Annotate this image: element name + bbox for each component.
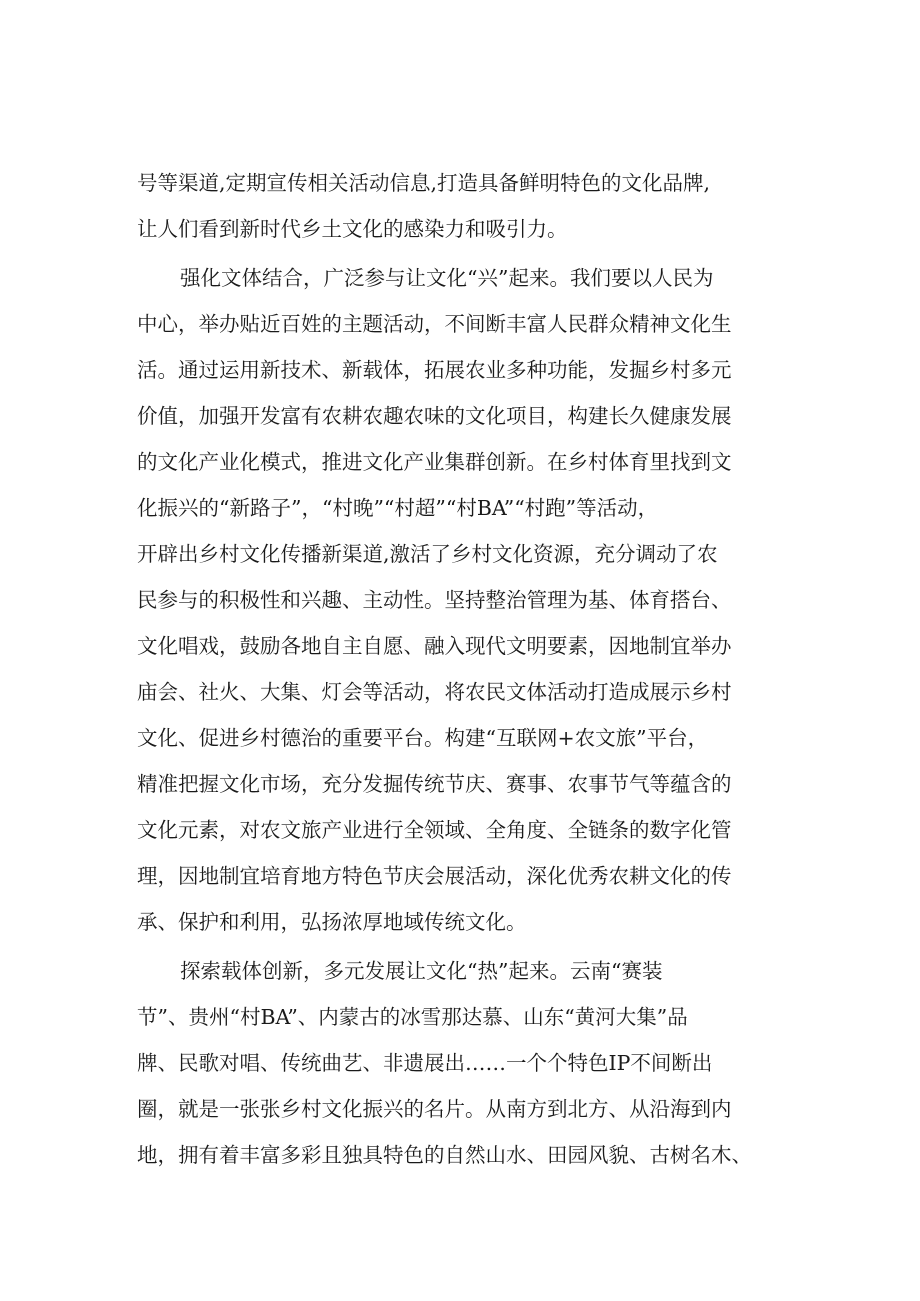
paragraph-2-line-9: 文化唱戏，鼓励各地自主自愿、融入现代文明要素，因地制宜举办 <box>137 634 732 658</box>
paragraph-2-line-10: 庙会、社火、大集、灯会等活动，将农民文体活动打造成展示乡村 <box>137 680 732 704</box>
paragraph-2-line-8: 民参与的积极性和兴趣、主动性。坚持整治管理为基、体育搭台、 <box>137 588 732 612</box>
paragraph-1-line-1: 号等渠道,定期宣传相关活动信息,打造具备鲜明特色的文化品牌, <box>137 171 711 195</box>
paragraph-2-line-12: 精准把握文化市场，充分发掘传统节庆、赛事、农事节气等蕴含的 <box>137 772 732 796</box>
paragraph-2-line-15: 承、保护和利用，弘扬浓厚地域传统文化。 <box>137 910 527 934</box>
paragraph-3-line-1: 探索载体创新，多元发展让文化“热”起来。云南“赛装 <box>180 959 663 983</box>
paragraph-2-line-11: 文化、促进乡村德治的重要平台。构建“互联网+农文旅”平台， <box>137 726 709 750</box>
paragraph-1-line-2: 让人们看到新时代乡土文化的感染力和吸引力。 <box>137 217 568 241</box>
paragraph-2-line-14: 理，因地制宜培育地方特色节庆会展活动，深化优秀农耕文化的传 <box>137 864 732 888</box>
paragraph-2-line-13: 文化元素，对农文旅产业进行全领域、全角度、全链条的数字化管 <box>137 818 732 842</box>
paragraph-2-line-3: 活。通过运用新技术、新载体，拓展农业多种功能，发掘乡村多元 <box>137 358 732 382</box>
paragraph-2-line-5: 的文化产业化模式，推进文化产业集群创新。在乡村体育里找到文 <box>137 450 732 474</box>
paragraph-2-line-1: 强化文体结合，广泛参与让文化“兴”起来。我们要以人民为 <box>180 266 714 290</box>
paragraph-3-line-2: 节”、贵州“村BA”、内蒙古的冰雪那达慕、山东“黄河大集”品 <box>137 1005 688 1029</box>
paragraph-2-line-6: 化振兴的“新路子”，“村晚”“村超”“村BA”“村跑”等活动， <box>137 496 659 520</box>
paragraph-2-line-7: 开辟出乡村文化传播新渠道,激活了乡村文化资源，充分调动了农 <box>137 542 718 566</box>
paragraph-2-line-2: 中心，举办贴近百姓的主题活动，不间断丰富人民群众精神文化生 <box>137 312 732 336</box>
paragraph-2-line-4: 价值，加强开发富有农耕农趣农味的文化项目，构建长久健康发展 <box>137 404 732 428</box>
paragraph-3-line-5: 地，拥有着丰富多彩且独具特色的自然山水、田园风貌、古树名木、 <box>137 1143 752 1167</box>
paragraph-3-line-4: 圈，就是一张张乡村文化振兴的名片。从南方到北方、从沿海到内 <box>137 1097 732 1121</box>
paragraph-3-line-3: 牌、民歌对唱、传统曲艺、非遗展出……一个个特色IP不间断出 <box>137 1051 713 1075</box>
